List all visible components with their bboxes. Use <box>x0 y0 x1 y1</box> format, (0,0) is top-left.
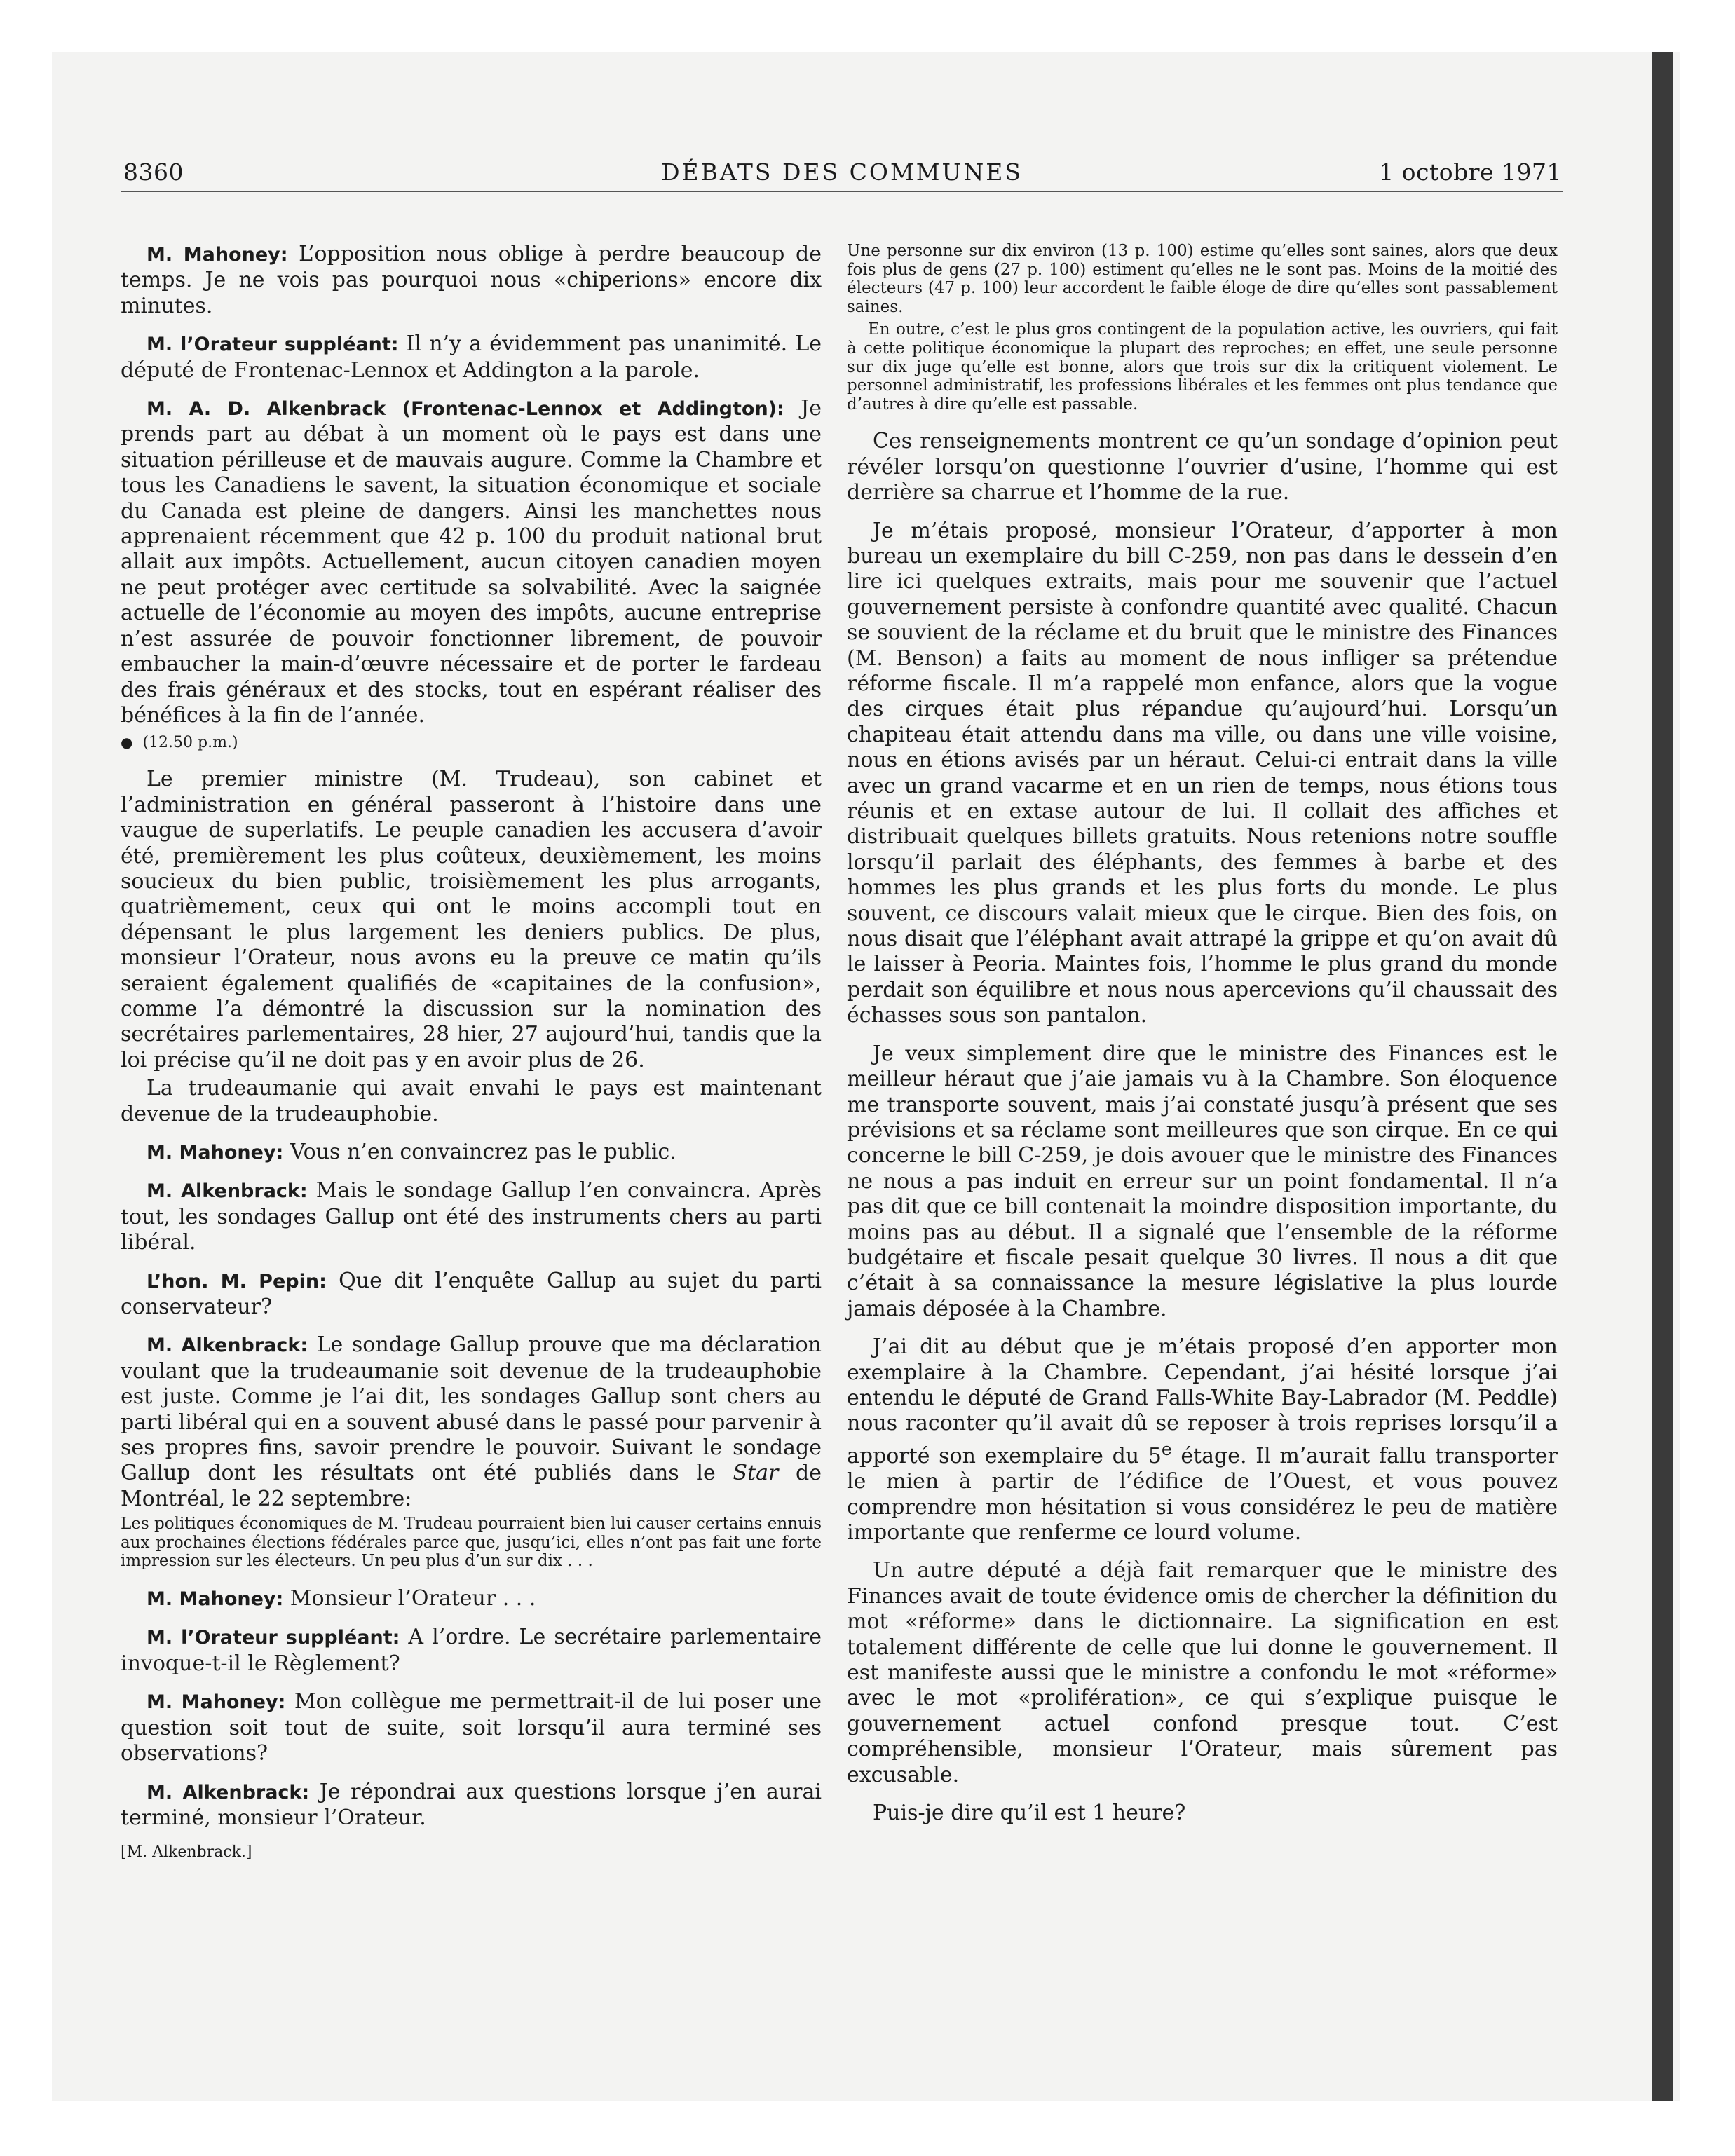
speaker-name: M. l’Orateur suppléant: <box>147 334 399 356</box>
speaker-name: M. Mahoney: <box>147 244 288 266</box>
speaker-name: M. Mahoney: <box>147 1142 284 1164</box>
paragraph: Je veux simplement dire que le ministre des Finances est le meilleur héraut que j’aie jamais vu à la Chambre. Son éloquence me transporte souvent, mais j’ai constaté jusqu’à présent que ses prévisions et sa réclame sont meilleures que son cirque. En ce qui concerne le bill C-259, je dois avouer que le ministre des Finances ne nous a pas induit en erreur sur un point fondamental. Il n’a pas dit que ce bill contenait la moindre disposition importante, du moins pas au début. Il a signalé que l’ensemble de la réforme budgétaire et fiscale pesait quelque 30 livres. Il nous a dit que c’était à sa connaissance la mesure législative la plus lourde jamais déposée à la Chambre. <box>847 1041 1558 1321</box>
speech-text: Le sondage Gallup prouve que ma déclaration voulant que la trudeaumanie soit devenue de la trudeauphobie est juste. Comme je l’ai dit, les sondages Gallup sont chers au parti libéral qui en a souvent abusé dans le passé pour parvenir à ses propres fins, savoir prendre le pouvoir. Suivant le sondage Gallup dont les résultats ont été publiés dans le <box>121 1332 822 1486</box>
paragraph-text: J’ai dit au début que je m’étais proposé d’en apporter mon exemplaire à la Chambre. Cependant, j’ai hésité lorsque j’ai entendu le député de Grand Falls-White Bay-Labrador (M. Peddle) nous raconter qu’il avait dû se reposer à trois reprises lorsqu’il a apporté son exemplaire du 5 <box>847 1335 1558 1468</box>
block-quote: En outre, c’est le plus gros contingent de la population active, les ouvriers, qui fait à cette politique économique la plupart des reproches; en effet, une seule personne sur dix juge qu’elle est bonne, alors que trois sur dix la critiquent violement. Le personnel administratif, les professions libérales et les femmes ont plus tendance que d’autres à dire qu’elle est passable. <box>847 320 1558 414</box>
speaker-name: M. A. D. Alkenbrack (Frontenac-Lennox et Addington): <box>147 398 784 421</box>
page-number: 8360 <box>123 158 184 186</box>
superscript: e <box>1161 1438 1172 1459</box>
paragraph: Ces renseignements montrent ce qu’un sondage d’opinion peut révéler lorsqu’on questionne l’ouvrier d’usine, l’homme qui est derrière sa charrue et l’homme de la rue. <box>847 429 1558 505</box>
paragraph <box>121 1625 822 1677</box>
page-header <box>121 156 1563 192</box>
speaker-name: M. l’Orateur suppléant: <box>147 1627 400 1649</box>
publication-title: DÉBATS DES COMMUNES <box>661 158 1023 186</box>
speech-text: A l’ordre. Le secrétaire parlementaire invoque-t-il le Règlement? <box>121 1625 822 1676</box>
paragraph: Je m’étais proposé, monsieur l’Orateur, d’apporter à mon bureau un exemplaire du bill C-259, non pas dans le dessein d’en lire ici quelques extraits, mais pour me souvenir que l’actuel gouvernement persiste à confondre quantité avec qualité. Chacun se souvient de la réclame et du bruit que le ministre des Finances (M. Benson) a faits au moment de nous infliger sa prétendue réforme fiscale. Il m’a rappelé mon enfance, alors que la vogue des cirques était plus répandue qu’aujourd’hui. Lorsqu’un chapiteau était attendu dans ma ville, ou dans une ville voisine, nous en étions avisés par un héraut. Celui-ci entrait dans la ville avec un grand vacarme et en un rien de temps, nous étions tous réunis et en extase autour de lui. Il collait des affiches et distribuait quelques billets gratuits. Nous retenions notre souffle lorsqu’il parlait des éléphants, des femmes à barbe et des hommes les plus grands et les plus forts du monde. Le plus souvent, ce discours valait mieux que le cirque. Bien des fois, on nous disait que l’éléphant avait attrapé la grippe et qu’on avait dû le laisser à Peoria. Maintes fois, l’homme le plus grand du monde perdait son équilibre et nous nous apercevions qu’il chaussait des échasses sous son pantalon. <box>847 518 1558 1028</box>
right-column <box>847 242 1558 1838</box>
block-quote: Une personne sur dix environ (13 p. 100) estime qu’elles sont saines, alors que deux fois plus de gens (27 p. 100) estiment qu’elles ne le sont pas. Moins de la moitié des électeurs (47 p. 100) leur accordent le faible éloge de dire qu’elles sont passablement saines. <box>847 242 1558 316</box>
paragraph <box>121 332 822 383</box>
newspaper-name: Star <box>733 1461 779 1486</box>
speech-text: Que dit l’enquête Gallup au sujet du parti conservateur? <box>121 1268 822 1320</box>
speaker-name: L’hon. M. Pepin: <box>147 1270 327 1292</box>
speaker-name: M. Alkenbrack: <box>147 1781 310 1803</box>
paragraph-text: étage. Il m’aurait fallu transporter le mien à partir de l’édifice de l’Ouest, et vous pouvez comprendre mon hésitation si vous considérez le peu de matière importante que renferme ce lourd volume. <box>847 1443 1558 1545</box>
speaker-note: [M. Alkenbrack.] <box>121 1843 252 1862</box>
speaker-name: M. Alkenbrack: <box>147 1335 308 1357</box>
paragraph <box>847 1335 1558 1546</box>
speech-text: L’opposition nous oblige à perdre beaucoup de temps. Je ne vois pas pourquoi nous «chiperions» encore dix minutes. <box>121 242 822 318</box>
paragraph <box>121 1178 822 1255</box>
paragraph <box>121 1269 822 1321</box>
speech-text: Mon collègue me permettrait-il de lui poser une question soit tout de suite, soit lorsqu’il aura terminé ses observations? <box>121 1689 822 1766</box>
speaker-name: M. Mahoney: <box>147 1588 284 1611</box>
paragraph: Un autre député a déjà fait remarquer que le ministre des Finances avait de toute évidence omis de chercher la définition du mot «réforme» dans le dictionnaire. La signification en est totalement différente de celle que lui donne le gouvernement. Il est manifeste aussi que le ministre a confondu le mot «réforme» avec le mot «prolifération», ce qui s’explique puisque le gouvernement actuel confond presque tout. C’est compréhensible, monsieur l’Orateur, mais sûrement pas excusable. <box>847 1558 1558 1787</box>
timestamp-text: (12.50 p.m.) <box>142 734 238 752</box>
paragraph <box>121 242 822 319</box>
paragraph <box>121 1586 822 1612</box>
speech-text: Vous n’en convaincrez pas le public. <box>290 1140 676 1164</box>
paragraph <box>121 1689 822 1766</box>
left-column <box>121 242 822 1861</box>
speech-text: Je répondrai aux questions lorsque j’en aurai terminé, monsieur l’Orateur. <box>121 1779 822 1830</box>
speaker-name: M. Alkenbrack: <box>147 1180 308 1203</box>
paragraph <box>121 1780 822 1831</box>
block-quote: Les politiques économiques de M. Trudeau pourraient bien lui causer certains ennuis aux prochaines élections fédérales parce que, jusqu’ici, elles n’ont pas fait une forte impression sur les électeurs. Un peu plus d’un sur dix . . . <box>121 1515 822 1571</box>
speech-text: de Montréal, le 22 septembre: <box>121 1461 822 1511</box>
page-date: 1 octobre 1971 <box>1379 158 1562 186</box>
paragraph: Puis-je dire qu’il est 1 heure? <box>873 1801 1186 1826</box>
paragraph <box>121 396 822 728</box>
paragraph: Le premier ministre (M. Trudeau), son cabinet et l’administration en général passeront à l’histoire dans une vaugue de superlatifs. Le peuple canadien les accusera d’avoir été, premièrement les plus coûteux, deuxièmement, les moins soucieux du bien public, troisièmement les plus arrogants, quatrièmement, ceux qui ont le moins accompli tout en dépensant le plus largement les deniers publics. De plus, monsieur l’Orateur, nous avons eu la preuve ce matin qu’ils seraient également qualifiés de «capitaines de la confusion», comme l’a démontré la discussion sur la nomination des secrétaires parlementaires, 28 hier, 27 aujourd’hui, tandis que la loi précise qu’il ne doit pas y en avoir plus de 26. <box>121 767 822 1072</box>
paragraph <box>121 1332 822 1512</box>
bullet-icon: ● <box>121 734 133 751</box>
paragraph: La trudeaumanie qui avait envahi le pays est maintenant devenue de la trudeauphobie. <box>121 1076 822 1126</box>
timestamp <box>121 734 822 751</box>
speaker-name: M. Mahoney: <box>147 1691 286 1714</box>
paragraph <box>121 1140 822 1166</box>
scan-edge-shadow <box>1652 52 1673 2101</box>
speech-text: Monsieur l’Orateur . . . <box>290 1586 536 1611</box>
speech-text: Mais le sondage Gallup l’en convaincra. Après tout, les sondages Gallup ont été des instruments chers au parti libéral. <box>121 1178 822 1255</box>
speech-text: Il n’y a évidemment pas unanimité. Le député de Frontenac-Lennox et Addington a la parole. <box>121 332 822 383</box>
speech-text: Je prends part au débat à un moment où le pays est dans une situation périlleuse et de mauvais augure. Comme la Chambre et tous les Canadiens le savent, la situation économique et sociale du Canada est pleine de dangers. Ainsi les manchettes nous apprenaient récemment que 42 p. 100 du produit national brut allait aux impôts. Actuellement, aucun citoyen canadien moyen ne peut protéger avec certitude sa solvabilité. Avec la saignée actuelle de l’économie au moyen des impôts, aucune entreprise n’est assurée de pouvoir fonctionner librement, de pouvoir embaucher la main-d’œuvre nécessaire et de porter le fardeau des frais généraux et des stocks, tout en espérant réaliser des bénéfices à la fin de l’année. <box>121 396 822 728</box>
